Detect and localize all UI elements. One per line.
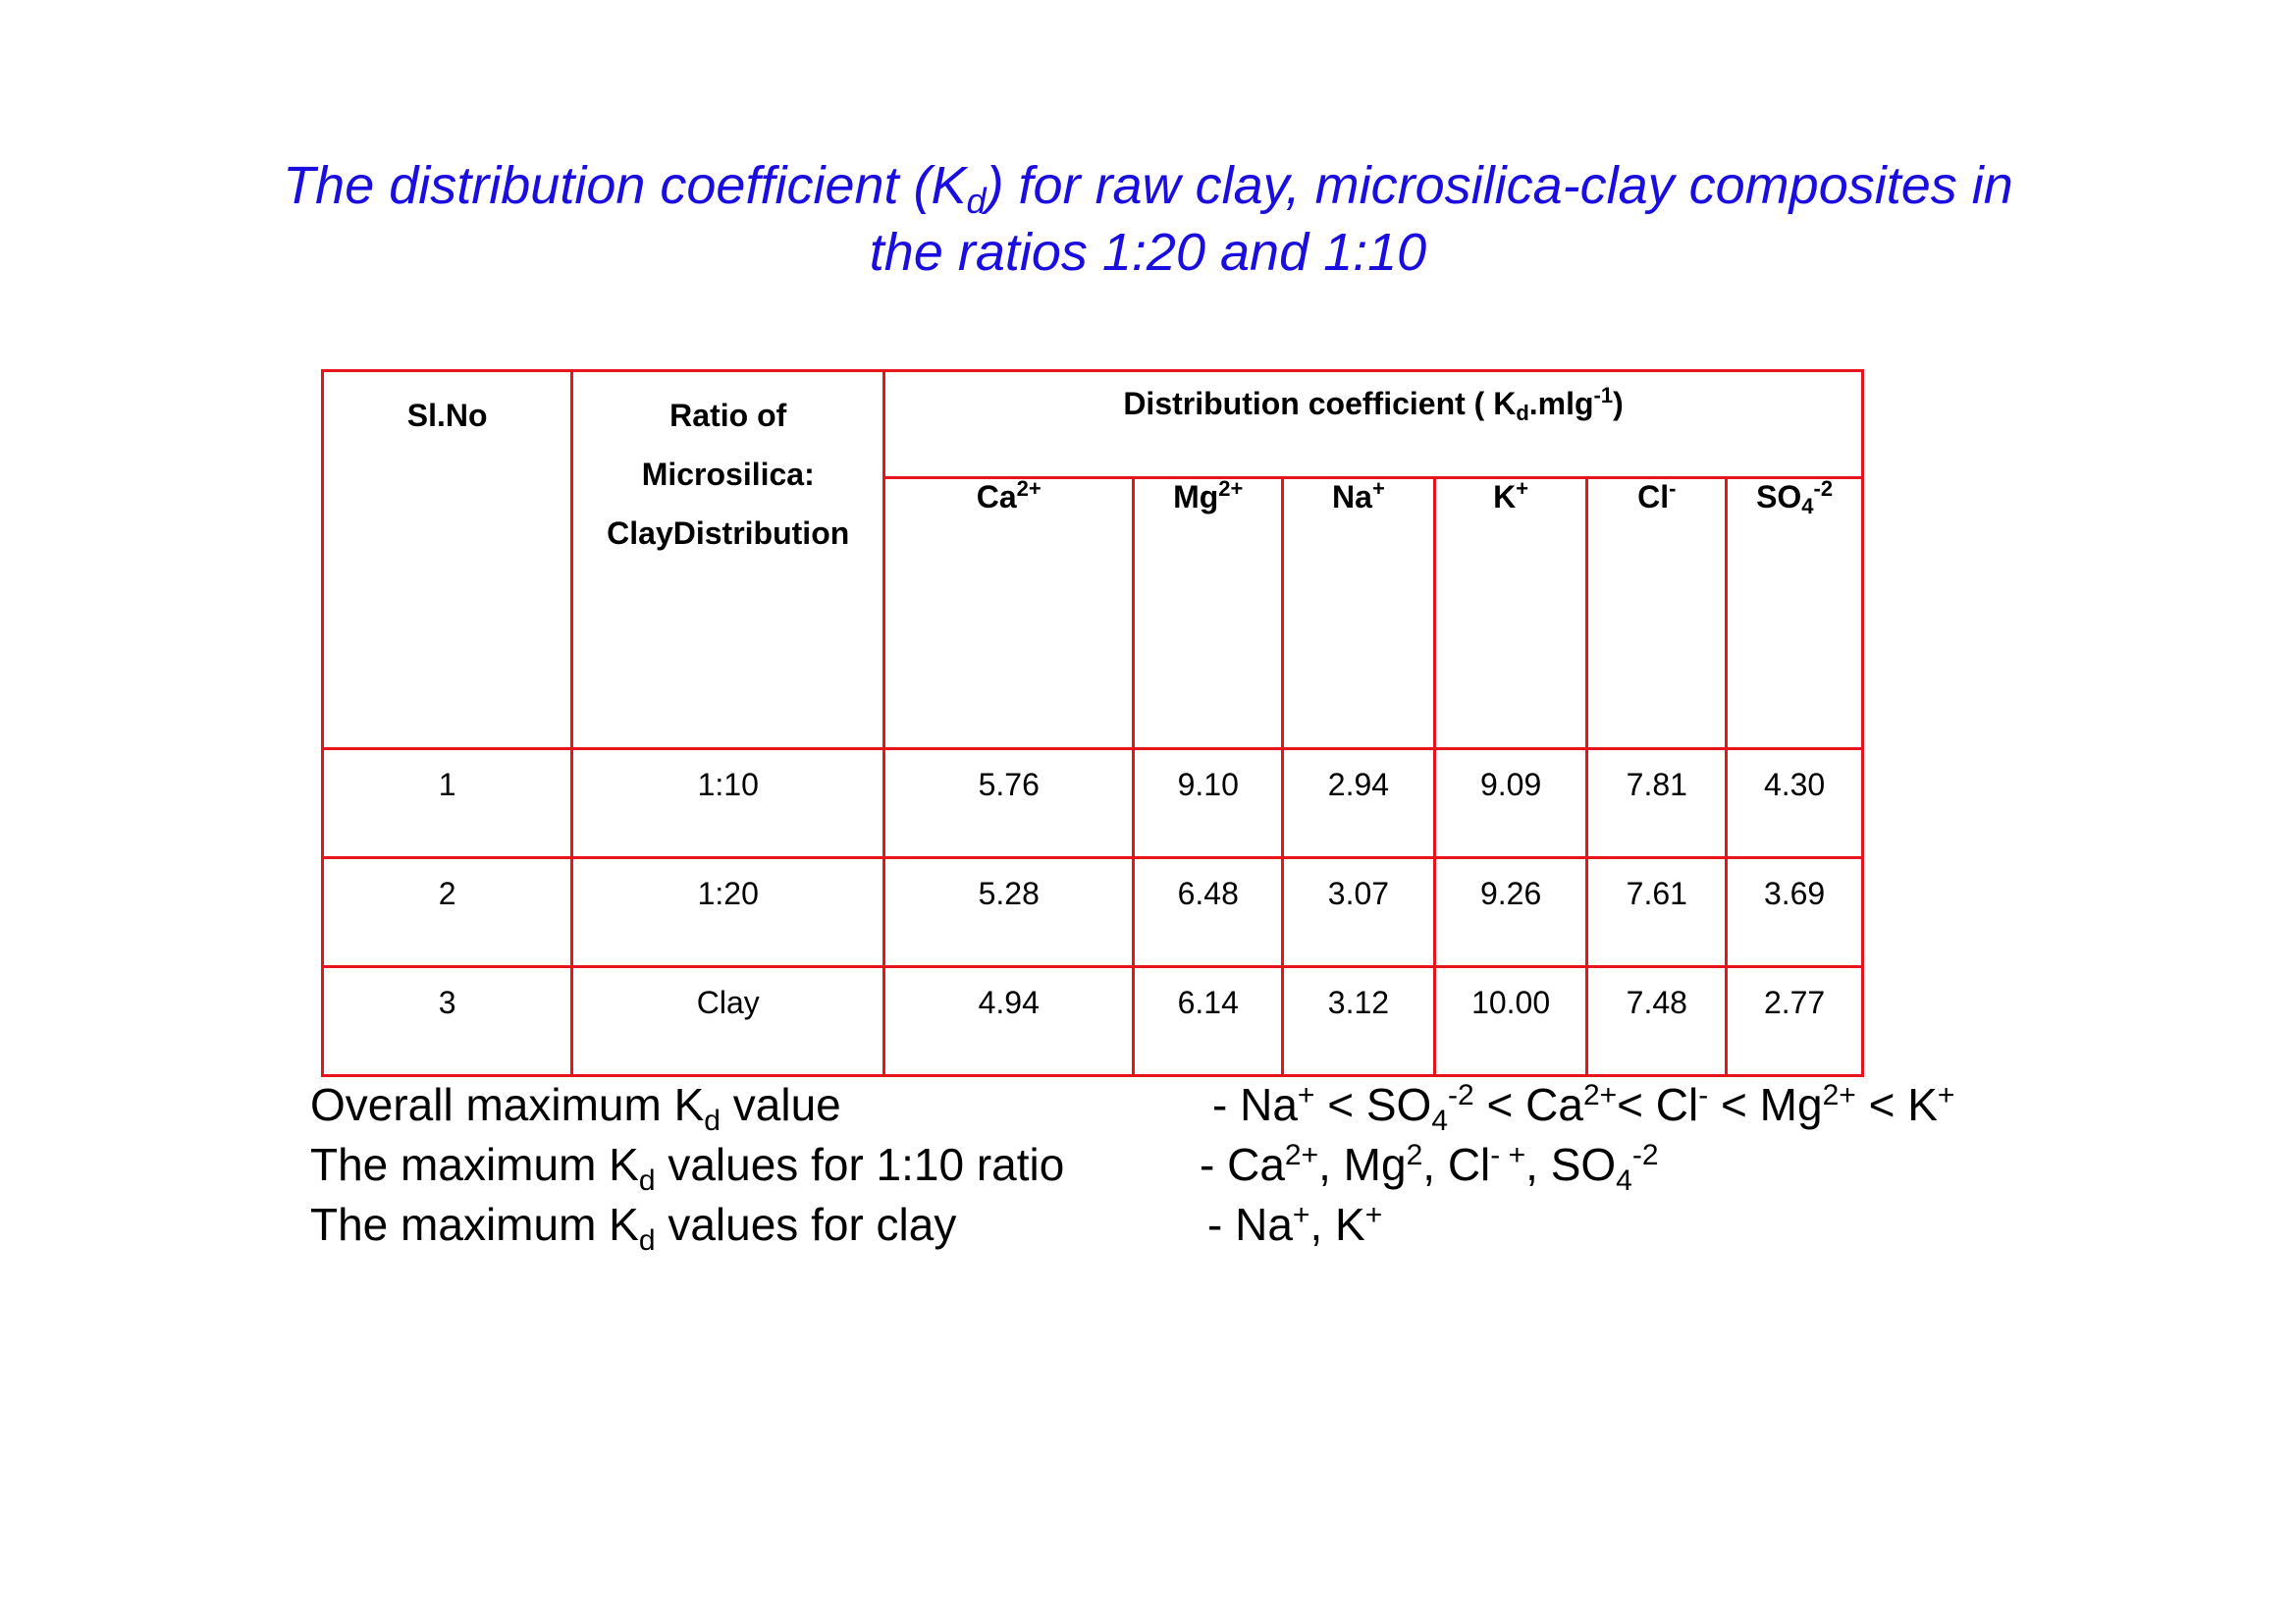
cell-value: 9.26 — [1434, 858, 1587, 967]
cell-value: 3.12 — [1283, 967, 1435, 1076]
note-value: - $Ca^{2+}$, Mg$^2$, Cl- +, $SO_4^{-2}$ — [1200, 1139, 1659, 1197]
cell-value: 4.30 — [1727, 749, 1863, 858]
title-line-1: The distribution coefficient $(K_d)$ for raw clay, microsilica-clay composites in — [283, 156, 2013, 221]
cell-value: 6.14 — [1134, 967, 1283, 1076]
cell-value: 4.94 — [884, 967, 1134, 1076]
title-line-2: the ratios 1:20 and 1:10 — [869, 223, 1427, 282]
table-row — [323, 967, 1863, 1076]
table-row — [323, 749, 1863, 858]
header-ion-k: K+ — [1434, 478, 1587, 749]
cell-ratio: 1:10 — [572, 749, 884, 858]
header-ratio: Ratio of Microsilica: ClayDistribution — [572, 371, 884, 749]
cell-sl: 2 — [323, 858, 572, 967]
cell-value: 9.09 — [1434, 749, 1587, 858]
table-row — [323, 858, 1863, 967]
cell-ratio: Clay — [572, 967, 884, 1076]
header-ion-mg: $Mg^{2+}$ — [1134, 478, 1283, 749]
distribution-coefficient-table — [321, 369, 1864, 1077]
page-title — [0, 152, 2296, 286]
note-label: Overall maximum $K_d$ value — [310, 1079, 841, 1137]
cell-value: 3.07 — [1283, 858, 1435, 967]
cell-value: 9.10 — [1134, 749, 1283, 858]
header-ion-na: Na+ — [1283, 478, 1435, 749]
cell-value: 2.94 — [1283, 749, 1435, 858]
note-value: - Na+, K+ — [1207, 1199, 1383, 1250]
note-label: The maximum $K_d$ values for 1:10 ratio — [310, 1139, 1065, 1197]
cell-value: 6.48 — [1134, 858, 1283, 967]
cell-value: 5.76 — [884, 749, 1134, 858]
note-value: - $Na^+ < SO_4^{-2} < Ca^{2+}< Cl^- < Mg^{2+} < K^+$ — [1212, 1079, 1955, 1137]
header-row — [323, 371, 1863, 478]
cell-value: 10.00 — [1434, 967, 1587, 1076]
cell-value: 3.69 — [1727, 858, 1863, 967]
cell-value: 5.28 — [884, 858, 1134, 967]
header-distribution-coefficient: Distribution coefficient ( $K_d.mlg^{-1}$) — [884, 371, 1863, 478]
header-sl-no: Sl.No — [323, 371, 572, 749]
cell-ratio: 1:20 — [572, 858, 884, 967]
header-ion-so4: $SO_4^{-2}$ — [1727, 478, 1863, 749]
header-ion-ca: $Ca^{2+}$ — [884, 478, 1134, 749]
cell-value: 2.77 — [1727, 967, 1863, 1076]
cell-sl: 1 — [323, 749, 572, 858]
header-ion-cl: Cl- — [1587, 478, 1727, 749]
cell-value: 7.48 — [1587, 967, 1727, 1076]
cell-sl: 3 — [323, 967, 572, 1076]
cell-value: 7.81 — [1587, 749, 1727, 858]
note-label: The maximum $K_d$ values for clay — [310, 1199, 957, 1257]
cell-value: 7.61 — [1587, 858, 1727, 967]
